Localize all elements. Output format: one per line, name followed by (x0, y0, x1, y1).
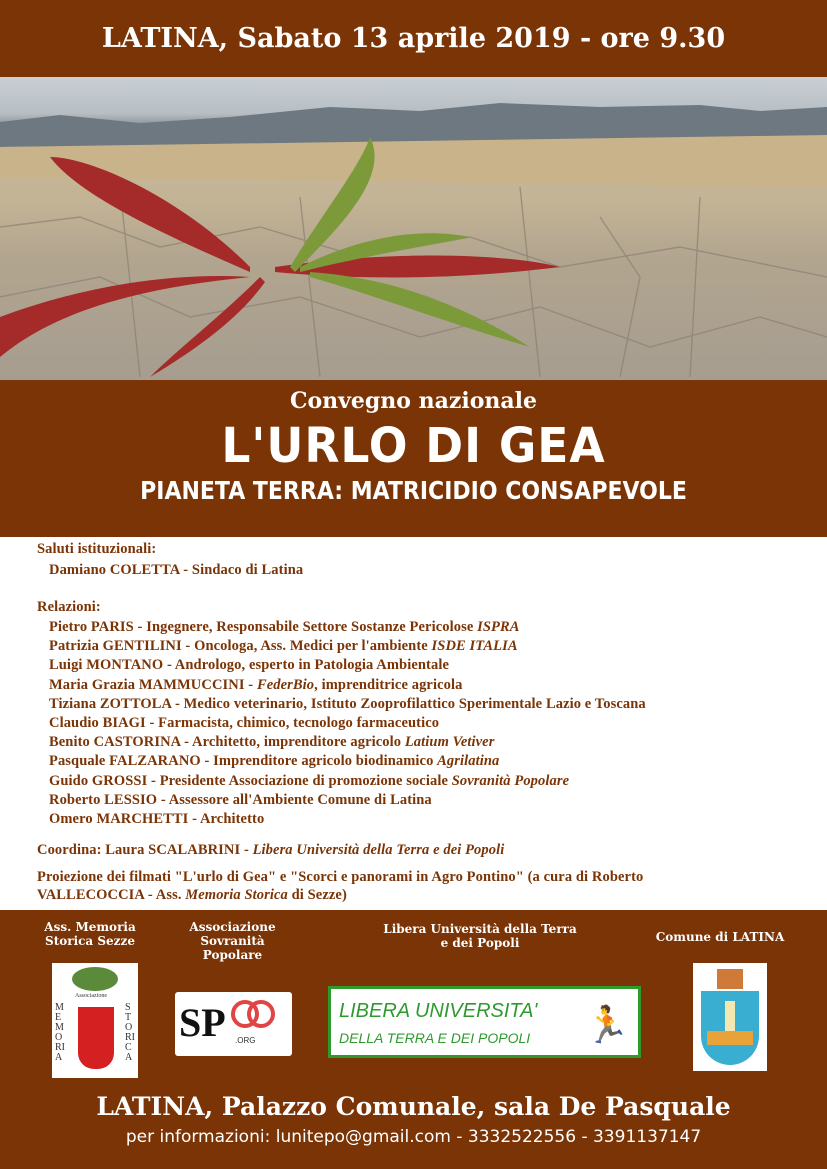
proiezione-line-1: Proiezione dei filmati "L'urlo di Gea" e "Scorci e panorami in Agro Pontino" (a cura di Roberto (37, 869, 644, 885)
title-band (0, 380, 827, 537)
speaker-text: Tiziana ZOTTOLA - Medico veterinario, Istituto Zooprofilattico Sperimentale Lazio e Toscana (49, 695, 646, 712)
speaker-text: Luigi MONTANO - Andrologo, esperto in Patologia Ambientale (49, 657, 449, 674)
speaker-line (49, 715, 439, 732)
speaker-line (49, 753, 499, 770)
laurel-icon (72, 967, 118, 991)
speaker-org: ISDE ITALIA (431, 638, 518, 655)
memoria-right-text: STORICA (125, 1002, 135, 1063)
speaker-text: Roberto LESSIO - Assessore all'Ambiente Comune di Latina (49, 791, 432, 808)
footer (0, 910, 827, 1169)
speaker-text: Pasquale FALZARANO - Imprenditore agricolo biodinamico (49, 753, 438, 770)
coordina-org: Libera Università della Terra e dei Popoli (252, 842, 505, 858)
speaker-text: Patrizia GENTILINI - Oncologa, Ass. Medici per l'ambiente (49, 638, 432, 655)
proiezione-line-2 (37, 887, 347, 904)
speaker-line (49, 792, 432, 809)
date-line: LATINA, Sabato 13 aprile 2019 - ore 9.30 (101, 23, 726, 54)
speaker-text: Benito CASTORINA - Architetto, imprenditore agricolo (49, 734, 405, 751)
libera-universita-logo (328, 986, 641, 1058)
speaker-line (49, 773, 569, 790)
speaker-line (49, 677, 462, 694)
speaker-text: Omero MARCHETTI - Architetto (49, 811, 265, 827)
event-title: L'URLO DI GEA (221, 418, 606, 474)
org-sovranita-popolare: Associazione Sovranità Popolare (189, 920, 276, 962)
saluti-speaker: Damiano COLETTA - Sindaco di Latina (49, 562, 304, 578)
speaker-text: Pietro PARIS - Ingegnere, Responsabile Settore Sostanze Pericolose (49, 619, 478, 635)
contact-info: per informazioni: lunitepo@gmail.com - 3332522556 - 3391137147 (125, 1127, 702, 1147)
memoria-left-text: MEMORIA (55, 1002, 65, 1063)
relazioni-heading: Relazioni: (37, 599, 101, 615)
speaker-text: Claudio BIAGI - Farmacista, chimico, tecnologo farmaceutico (49, 715, 440, 731)
memoria-top-text: Associazione (75, 993, 107, 999)
proiezione-italic: Memoria Storica (185, 887, 288, 903)
libera-text-2: DELLA TERRA E DEI POPOLI (339, 1030, 531, 1046)
speaker-line (49, 811, 264, 828)
proiezione-after: di Sezze) (287, 887, 347, 903)
ring-icon (247, 1000, 275, 1028)
cover-photo-dry-land-plant (0, 77, 827, 380)
date-header (0, 0, 827, 77)
venue-line: LATINA, Palazzo Comunale, sala De Pasquale (96, 1092, 731, 1121)
event-subtitle: Convegno nazionale (289, 388, 538, 414)
org-memoria-storica: Ass. Memoria Storica Sezze (44, 920, 136, 948)
saluti-heading: Saluti istituzionali: (37, 541, 157, 557)
speaker-org: ISPRA (477, 619, 520, 635)
speaker-line (49, 619, 520, 636)
sp-org-text: .ORG (235, 1036, 256, 1045)
speaker-text: Maria Grazia MAMMUCCINI - (49, 676, 257, 693)
speaker-line (49, 696, 646, 713)
speaker-org: Sovranità Popolare (451, 772, 570, 789)
red-shield-icon (78, 1007, 114, 1069)
org-libera-universita: Libera Università della Terra e dei Popoli (383, 922, 577, 950)
speaker-line (49, 657, 449, 674)
speaker-line (49, 734, 494, 751)
comune-latina-logo (693, 963, 767, 1071)
proiezione-text: VALLECOCCIA - Ass. (37, 887, 186, 903)
speaker-after: , imprenditrice agricola (314, 676, 463, 693)
crown-icon (717, 969, 743, 989)
speaker-org: Latium Vetiver (404, 734, 495, 751)
sovranita-popolare-logo (175, 992, 292, 1056)
coordina-line (37, 842, 504, 859)
running-figure-icon: 🏃 (584, 1004, 630, 1045)
libera-text-1: LIBERA UNIVERSITA' (339, 1000, 538, 1022)
speaker-text: Guido GROSSI - Presidente Associazione di promozione sociale (49, 772, 452, 789)
speaker-org: Agrilatina (437, 753, 500, 770)
org-comune-latina: Comune di LATINA (655, 930, 785, 944)
coordina-text: Coordina: Laura SCALABRINI - (37, 842, 253, 858)
blue-shield-icon (701, 991, 759, 1065)
sp-text: SP (179, 1000, 226, 1045)
event-tagline: PIANETA TERRA: MATRICIDIO CONSAPEVOLE (140, 476, 687, 505)
memoria-storica-logo (52, 963, 138, 1078)
speaker-org: FederBio (256, 676, 315, 693)
speaker-line (49, 638, 518, 655)
